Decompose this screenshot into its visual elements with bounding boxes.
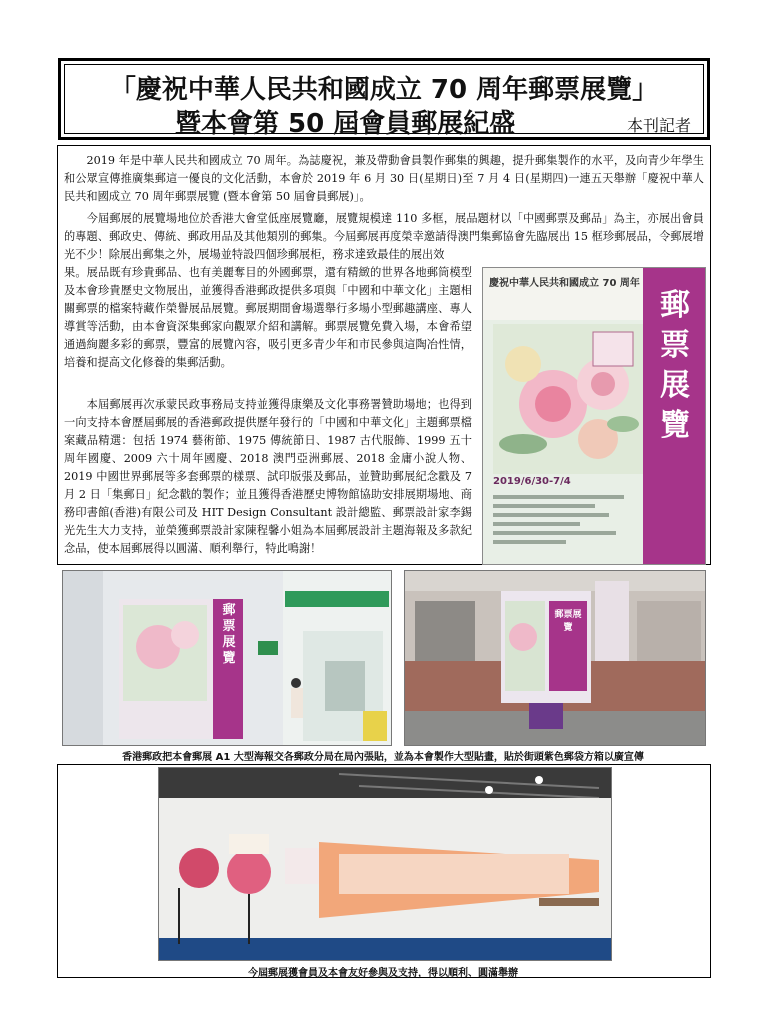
poster-vertical-char: 郵 — [660, 288, 690, 323]
page-title-line1: 「慶祝中華人民共和國成立 70 周年郵票展覽」 — [109, 75, 659, 105]
poster-title: 慶祝中華人民共和國成立 70 周年 — [489, 278, 640, 289]
photo-street-postal-box — [404, 570, 706, 746]
poster-vertical-char: 展 — [660, 368, 690, 403]
title-inner-frame — [64, 64, 704, 139]
poster-info-block — [493, 490, 638, 556]
poster-flower-illustration — [493, 324, 643, 474]
caption-street-promotion: 香港郵政把本會郵展 A1 大型海報交各郵政分局在局內張貼，並為本會製作大型貼畫，貼於街頭紫色郵袋方箱以廣宣傳 — [122, 752, 644, 763]
exhibition-poster — [482, 267, 706, 565]
article-paragraph-3: 本屆郵展再次承蒙民政事務局支持並獲得康樂及文化事務署贊助場地；也得到一向支持本會歷屆郵展的香港郵政提供歷年發行的「中國和中華文化」主題郵票檔案藏品精選：包括 1974 藝術節、1975 傳統節日、1987 古代服飾、1999 五十周年國慶、2009 六十周年國慶、2018 澳門亞洲郵展、2018 金庸小說人物、2019 中國世界郵展等多套郵票的樣票、試印版張及郵品，並贊助郵展紀念戳及 7 月 2 日「集郵日」紀念戳的製作；並且獲得香港歷史博物館協助安排展期場地、商務印書館(香港)有限公司及 HIT Design Consultant 設計總監、郵票設計家李錫光先生大力支持，並榮獲郵票設計家陳程馨小姐為本屆郵展設計主題海報及多款紀念品，使本屆郵展得以圓滿、順利舉行，特此鳴謝！ — [64, 398, 472, 555]
title-box — [58, 58, 710, 140]
street-scene — [405, 571, 705, 745]
photo-poster-char: 覽 — [222, 651, 236, 666]
photo-poster-char: 郵 — [222, 603, 236, 618]
reporter-credit: 本刊記者 — [626, 116, 691, 135]
exhibition-hall-scene — [159, 768, 611, 960]
poster-vertical-char: 票 — [660, 328, 690, 363]
photo-poster-vertical-text — [217, 603, 241, 667]
article-paragraph-1: 2019 年是中華人民共和國成立 70 周年。為誌慶祝，兼及帶動會員製作郵集的興趣，提升郵集製作的水平，及向青少年學生和公眾宣傳推廣集郵這一優良的文化活動，本會於 2019 年 6 月 30 日(星期日)至 7 月 4 日(星期四)一連五天舉辦「慶祝中華人民共和國成立 70 周年郵票展覽 (暨本會第 50 屆會員郵展)」。 — [64, 154, 704, 203]
photo-exhibition-hall — [158, 767, 612, 961]
photo-poster-char: 票 — [222, 619, 236, 634]
page-title-line2: 暨本會第 50 屆會員郵展紀盛 — [175, 109, 516, 139]
article-paragraph-2-wrap: 果。展品既有珍貴郵品、也有美麗奪目的外國郵票，還有精緻的世界各地郵筒模型及本會珍貴歷史文物展出，並獲得香港郵政提供多項與「中國和中華文化」主題相關郵票的檔案特藏作榮譽展品展覽。郵展期間會場選舉行多場小型郵趣講座、專人導賞等活動，由本會資深集郵家向觀眾介紹和講解。郵票展覽免費入場，本會希望通過絢麗多彩的郵票，豐富的展覽內容，吸引更多青少年和市民參與這陶冶性情，培養和提高文化修養的集郵活動。 — [64, 266, 472, 369]
poster-date: 2019/6/30-7/4 — [493, 476, 571, 487]
poster-vertical-char: 覽 — [660, 408, 690, 443]
postal-box-label: 郵票展覽 — [554, 610, 582, 633]
lower-photo-box — [57, 764, 711, 978]
poster-header — [483, 268, 643, 320]
poster-purple-band — [643, 268, 705, 564]
photo-post-office-interior — [62, 570, 392, 746]
article-paragraph-2-full: 今屆郵展的展覽場地位於香港大會堂低座展覽廳，展覽規模達 110 多框，展品題材以「中國郵票及郵品」為主，亦展出會員的專題、郵政史、傳統、郵政用品及其他類別的郵集。今屆郵展再度榮幸邀請得澳門集郵協會先臨展出 15 框珍郵展品，令郵展增光不少！除展出郵集之外，展場並特設四個珍郵展柜，務求達致最佳的展出效 — [64, 212, 704, 261]
caption-thanks: 今屆郵展獲會員及本會友好參與及支持，得以順利、圓滿舉辦 — [248, 968, 518, 979]
photo-poster-char: 展 — [222, 635, 236, 650]
